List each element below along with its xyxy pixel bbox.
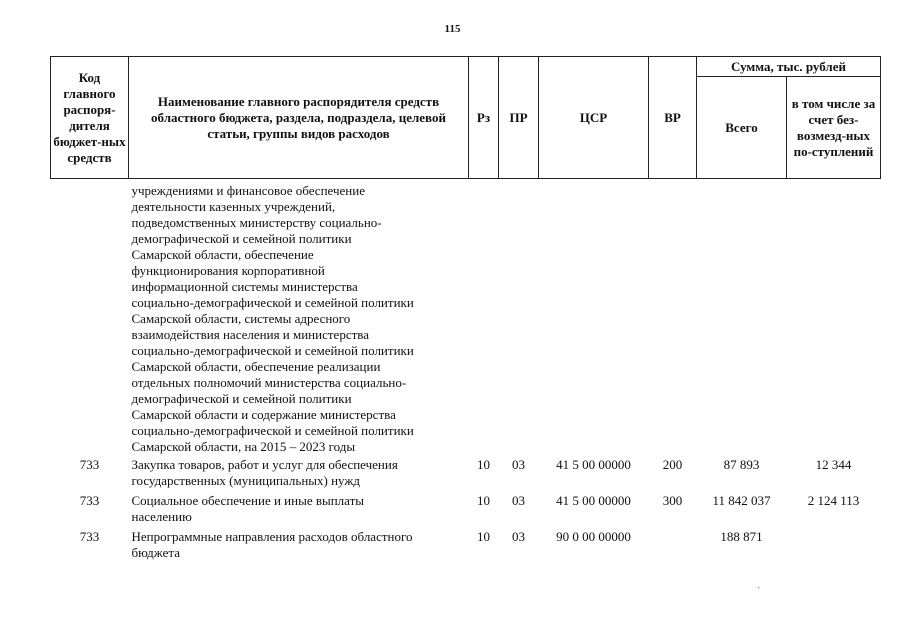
header-rz: Рз [469, 57, 499, 179]
cell-code: 733 [79, 493, 100, 508]
budget-table [50, 56, 881, 563]
text-line: взаимодействия населения и министерства [131, 327, 370, 342]
text-line: социально-демографической и семейной политики [131, 343, 414, 358]
cell-vr: 200 [662, 457, 683, 472]
text-line: деятельности казенных учреждений, [131, 199, 336, 214]
cell-name [129, 491, 469, 527]
header-vr: ВР [649, 57, 697, 179]
text-line: социально-демографической и семейной политики [131, 423, 414, 438]
cell-total: 87 893 [723, 457, 760, 472]
table-row [51, 455, 881, 491]
text-line: Социальное обеспечение и иные выплаты [131, 493, 365, 508]
cell-code: 733 [79, 457, 100, 472]
cell-name [129, 455, 469, 491]
text-line: Самарской области, обеспечение [131, 247, 314, 262]
text-line: информационной системы министерства [131, 279, 358, 294]
cell-vr [649, 527, 697, 563]
header-pr: ПР [499, 57, 539, 179]
text-line: Непрограммные направления расходов областного [131, 529, 413, 544]
header-csr: ЦСР [539, 57, 649, 179]
cell-rz: 10 [477, 529, 490, 544]
cell-name [129, 527, 469, 563]
cell-incl: 2 124 113 [807, 493, 860, 508]
cell-rz: 10 [477, 457, 490, 472]
cell-csr: 90 0 00 00000 [556, 529, 631, 544]
text-line: населению [131, 509, 192, 524]
page-number: 115 [444, 23, 461, 35]
continuation-row [51, 179, 881, 456]
header-incl: в том числе за счет без-возмезд-ных по-ступлений [787, 77, 881, 179]
text-line: государственных (муниципальных) нужд [131, 473, 360, 488]
cell-pr: 03 [512, 457, 525, 472]
text-line: функционирования корпоративной [131, 263, 325, 278]
cell-pr: 03 [512, 529, 525, 544]
cell-total: 11 842 037 [712, 493, 771, 508]
text-line: демографической и семейной политики [131, 391, 352, 406]
cell-rz: 10 [477, 493, 490, 508]
text-line: подведомственных министерству социально- [131, 215, 382, 230]
text-line: Самарской области и содержание министерства [131, 407, 396, 422]
header-name: Наименование главного распорядителя средств областного бюджета, раздела, подраздела, целевой статьи, группы видов расходов [129, 57, 469, 179]
header-code: Код главного распоря-дителя бюджет-ных средств [51, 57, 129, 179]
text-line: Самарской области, обеспечение реализации [131, 359, 381, 374]
table-row [51, 527, 881, 563]
cell-total: 188 871 [720, 529, 763, 544]
text-line: бюджета [131, 545, 180, 560]
text-line: учреждениями и финансовое обеспечение [131, 183, 365, 198]
text-line: Самарской области, системы адресного [131, 311, 351, 326]
cell-incl [787, 527, 881, 563]
text-line: отдельных полномочий министерства социально- [131, 375, 407, 390]
header-sum-group: Сумма, тыс. рублей [697, 57, 881, 77]
cell-csr: 41 5 00 00000 [556, 457, 631, 472]
text-line: Закупка товаров, работ и услуг для обеспечения [131, 457, 398, 472]
cell-incl: 12 344 [815, 457, 852, 472]
cell-code: 733 [79, 529, 100, 544]
text-line: социально-демографической и семейной политики [131, 295, 414, 310]
cell-pr: 03 [512, 493, 525, 508]
cell-csr: 41 5 00 00000 [556, 493, 631, 508]
table-row [51, 491, 881, 527]
header-total: Всего [697, 77, 787, 179]
scan-speck: ˏ [757, 578, 761, 589]
text-line: демографической и семейной политики [131, 231, 352, 246]
cell-vr: 300 [662, 493, 683, 508]
text-line: Самарской области, на 2015 – 2023 годы [131, 439, 356, 454]
continuation-text [129, 179, 469, 456]
